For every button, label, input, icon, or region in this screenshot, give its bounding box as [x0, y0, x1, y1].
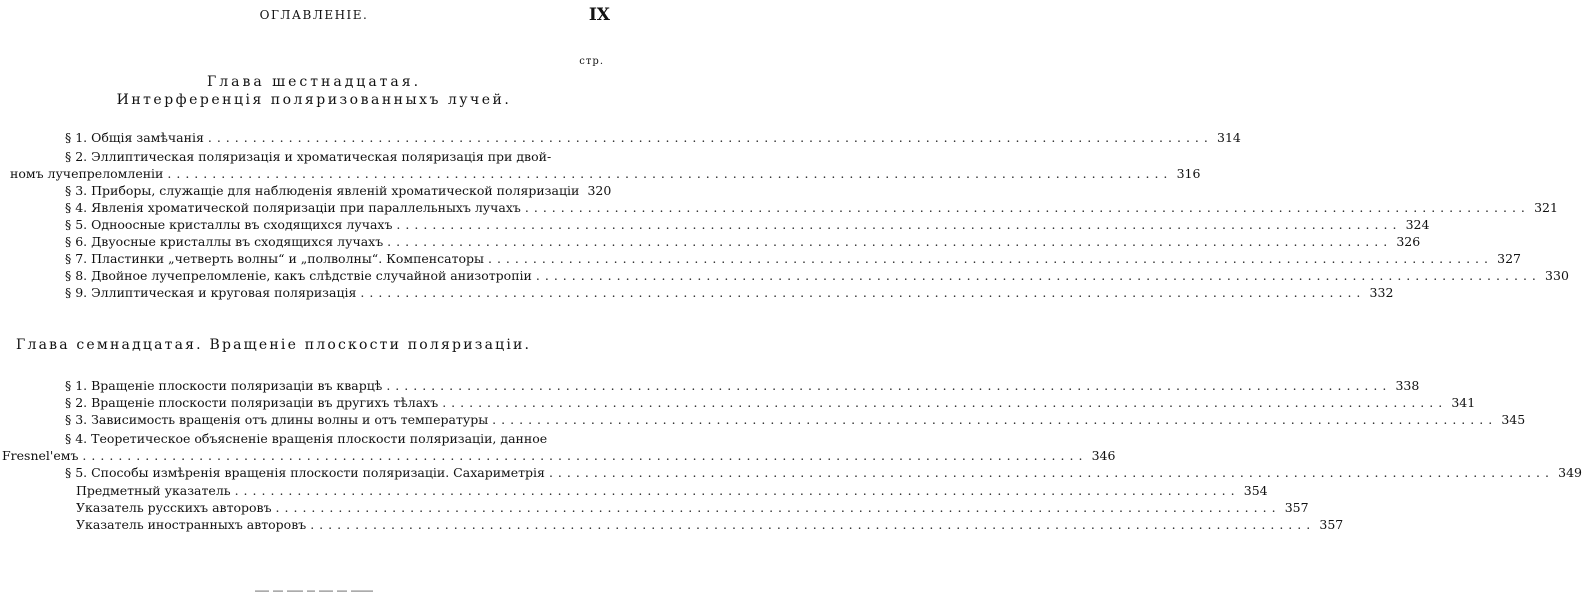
toc-entry[interactable] [65, 412, 1526, 428]
leader-dots: ................................................................................................................ [442, 395, 1448, 410]
leader-dots: ................................................................................................................ [492, 412, 1498, 427]
toc-entry[interactable] [65, 149, 610, 165]
toc-entry-text: § 2. Вращеніе плоскости поляризаціи въ другихъ тѣлахъ [65, 395, 439, 410]
toc-entry-page: 357 [1319, 517, 1344, 532]
toc-entry-page: 321 [1534, 200, 1558, 215]
toc-entry-page: 345 [1501, 412, 1526, 427]
leader-dots: ................................................................................................................ [360, 285, 1366, 300]
toc-entry-text: § 7. Пластинки „четверть волны“ и „полволны“. Компенсаторы [65, 251, 484, 266]
leader-dots: ................................................................................................................ [207, 130, 1213, 145]
toc-entry-text: § 3. Зависимость вращенія отъ длины волны и отъ температуры [65, 412, 489, 427]
toc-entry[interactable] [65, 285, 1394, 301]
toc-entry[interactable] [65, 234, 1421, 250]
toc-entry[interactable] [65, 268, 1569, 284]
toc-entry[interactable] [65, 431, 609, 447]
leader-dots: ................................................................................................................ [310, 517, 1316, 532]
chapter-16-title: Глава шестнадцатая. [206, 74, 422, 90]
toc-entry-page: 330 [1545, 268, 1569, 283]
leader-dots: ................................................................................................................ [386, 378, 1392, 393]
toc-entry[interactable] [76, 483, 1268, 499]
toc-entry-page: 332 [1369, 285, 1394, 300]
leader-dots: ................................................................................................................ [535, 268, 1541, 283]
toc-entry-text: Предметный указатель [76, 483, 231, 498]
toc-entry-page: 324 [1405, 217, 1430, 232]
leader-dots: ................................................................................................................ [524, 200, 1530, 215]
toc-entry-text: Fresnel'емъ [2, 448, 79, 463]
leader-dots: ................................................................................................................ [167, 166, 1173, 181]
toc-entry[interactable] [76, 500, 1309, 516]
toc-entry-text: номъ лучепреломленіи [10, 166, 164, 181]
leader-dots: ................................................................................................................ [275, 500, 1281, 515]
page-column-label: стр. [579, 56, 604, 67]
chapter-17-title: Глава семнадцатая. Вращеніе плоскости поляризаціи. [16, 337, 532, 353]
toc-entry-text: Указатель иностранныхъ авторовъ [76, 517, 307, 532]
toc-entry-page: 357 [1284, 500, 1309, 515]
toc-entry[interactable] [65, 465, 1582, 481]
page-number-roman: IX [588, 5, 610, 25]
leader-dots: ................................................................................................................ [234, 483, 1240, 498]
toc-entry-text: § 1. Вращеніе плоскости поляризаціи въ кварцѣ [65, 378, 383, 393]
toc-entry-text: § 4. Явленія хроматической поляризаціи при параллельныхъ лучахъ [65, 200, 521, 215]
toc-entry-page: 327 [1497, 251, 1522, 266]
toc-entry[interactable] [65, 183, 610, 199]
leader-dots: ................................................................................................................ [396, 217, 1402, 232]
toc-entry-text: § 5. Одноосные кристаллы въ сходящихся лучахъ [65, 217, 393, 232]
toc-entry-page: 314 [1217, 130, 1241, 145]
toc-entry-page: 354 [1243, 483, 1268, 498]
toc-entry-text: § 6. Двуосные кристаллы въ сходящихся лучахъ [65, 234, 384, 249]
toc-entry[interactable] [76, 517, 1344, 533]
toc-entry-text: § 3. Приборы, служащіе для наблюденія явленій хроматической поляризаціи [65, 183, 580, 198]
toc-entry[interactable] [65, 217, 1430, 233]
running-header-title: ОГЛАВЛЕНІЕ. [259, 8, 369, 22]
printer-ornament [255, 589, 373, 593]
toc-entry-page: 338 [1395, 378, 1420, 393]
leader-dots: ................................................................................................................ [387, 234, 1393, 249]
toc-entry-text: § 2. Эллиптическая поляризація и хроматическая поляризація при двой- [65, 149, 552, 164]
toc-entry-page: 326 [1396, 234, 1421, 249]
toc-entry-page: 349 [1558, 465, 1582, 480]
chapter-16-subtitle: Интерференція поляризованныхъ лучей. [116, 92, 512, 108]
toc-entry-page: 316 [1176, 166, 1201, 181]
toc-entry[interactable] [65, 378, 1420, 394]
toc-entry[interactable] [65, 251, 1522, 267]
toc-entry-text: § 1. Общія замѣчанія [65, 130, 204, 145]
toc-entry-continuation[interactable] [10, 166, 1201, 182]
toc-entry-text: Указатель русскихъ авторовъ [76, 500, 272, 515]
toc-entry-page: 346 [1091, 448, 1116, 463]
toc-entry[interactable] [65, 130, 1241, 146]
toc-entry-text: § 8. Двойное лучепреломленіе, какъ слѣдствіе случайной анизотропіи [65, 268, 532, 283]
leader-dots: ................................................................................................................ [548, 465, 1554, 480]
toc-entry[interactable] [65, 395, 1476, 411]
toc-entry-page: 341 [1451, 395, 1476, 410]
leader-dots: ................................................................................................................ [82, 448, 1088, 463]
toc-entry[interactable] [65, 200, 1558, 216]
toc-entry-text: § 4. Теоретическое объясненіе вращенія плоскости поляризаціи, данное [65, 431, 548, 446]
toc-entry-page: 320 [587, 183, 612, 198]
toc-entry-continuation[interactable] [2, 448, 1116, 464]
toc-entry-text: § 9. Эллиптическая и круговая поляризація [65, 285, 357, 300]
leader-dots: ................................................................................................................ [487, 251, 1494, 266]
toc-entry-text: § 5. Способы измѣренія вращенія плоскости поляризаціи. Сахариметрія [65, 465, 545, 480]
